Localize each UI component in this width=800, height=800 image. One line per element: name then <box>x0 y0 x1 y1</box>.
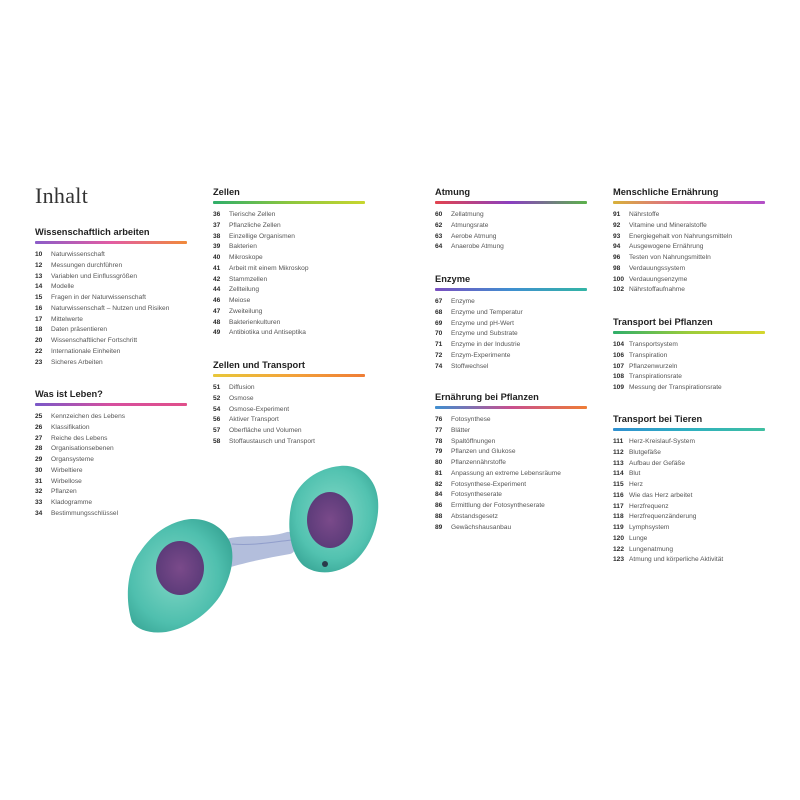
page-number: 25 <box>35 413 43 420</box>
toc-entry[interactable] <box>35 315 187 326</box>
page-number: 117 <box>613 502 624 510</box>
page-number: 56 <box>213 416 221 424</box>
toc-entry[interactable] <box>613 285 765 296</box>
toc-entry[interactable] <box>613 555 765 566</box>
section-color-bar <box>613 201 765 204</box>
page-number: 23 <box>35 358 43 366</box>
entry-label: Bestimmungsschlüssel <box>51 509 119 517</box>
toc-entry[interactable] <box>435 426 587 437</box>
page-number: 13 <box>35 272 43 280</box>
page-number: 62 <box>435 221 443 229</box>
entry-label: Variablen und Einflussgrößen <box>51 272 138 280</box>
page-number: 36 <box>213 211 221 218</box>
entry-label: Naturwissenschaft – Nutzen und Risiken <box>51 304 170 312</box>
section-heading: Menschliche Ernährung <box>613 187 719 197</box>
page-number: 102 <box>613 286 625 294</box>
page-number: 41 <box>213 264 221 272</box>
entry-label: Fotosyntheserate <box>451 491 502 499</box>
section-zellen-und-transport <box>213 359 365 448</box>
entry-label: Pflanzliche Zellen <box>229 221 281 229</box>
toc-entry[interactable] <box>435 297 587 308</box>
entry-label: Organisationsebenen <box>51 445 114 453</box>
entry-label: Transportsystem <box>629 341 678 348</box>
entry-label: Oberfläche und Volumen <box>229 427 302 434</box>
page-number: 109 <box>613 384 625 391</box>
toc-entry[interactable] <box>613 469 765 480</box>
page-number: 78 <box>435 437 443 445</box>
section-color-bar <box>435 288 587 291</box>
page-number: 16 <box>35 304 43 312</box>
entry-label: Wirbeltiere <box>51 466 83 474</box>
entry-label: Arbeit mit einem Mikroskop <box>229 264 309 272</box>
toc-entry[interactable] <box>613 491 765 502</box>
entry-label: Messung der Transpirationsrate <box>629 384 722 391</box>
toc-entry[interactable] <box>213 253 365 264</box>
entry-label: Bakterienkulturen <box>229 318 281 326</box>
page-number: 106 <box>613 351 625 359</box>
page-number: 30 <box>35 466 43 474</box>
entry-label: Klassifikation <box>51 423 90 431</box>
toc-entry[interactable] <box>435 458 587 469</box>
entry-label: Reiche des Lebens <box>51 434 108 442</box>
entry-label: Fotosynthese-Experiment <box>451 480 527 488</box>
page-number: 113 <box>613 459 624 467</box>
toc-entry[interactable] <box>613 362 765 373</box>
entry-label: Gewächshausanbau <box>451 523 512 531</box>
page-number: 12 <box>35 261 43 269</box>
section-heading: Transport bei Tieren <box>613 414 703 424</box>
toc-entry[interactable] <box>435 362 587 373</box>
entry-label: Transpiration <box>629 351 668 359</box>
page-number: 93 <box>613 232 621 240</box>
entry-label: Atmung und körperliche Aktivität <box>629 556 724 564</box>
toc-entry[interactable] <box>613 372 765 383</box>
entry-label: Stoffwechsel <box>451 362 489 370</box>
entry-label: Enzyme und Substrate <box>451 330 518 338</box>
entry-label: Enzyme <box>451 298 475 305</box>
toc-entry[interactable] <box>435 523 587 534</box>
entry-label: Osmose-Experiment <box>229 405 290 413</box>
page-number: 74 <box>435 362 443 370</box>
section-color-bar <box>35 403 187 406</box>
page-number: 79 <box>435 448 443 456</box>
section-transport-tieren <box>613 413 765 566</box>
entry-label: Ausgewogene Ernährung <box>629 243 704 251</box>
page-number: 51 <box>213 384 221 391</box>
toc-entry[interactable] <box>35 358 187 369</box>
section-color-bar <box>613 331 765 334</box>
entry-label: Vitamine und Mineralstoffe <box>629 221 707 229</box>
toc-entry[interactable] <box>435 480 587 491</box>
toc-entry[interactable] <box>213 264 365 275</box>
section-color-bar <box>213 374 365 377</box>
toc-entry[interactable] <box>35 250 187 261</box>
page-number: 37 <box>213 221 221 229</box>
entry-label: Osmose <box>229 394 254 402</box>
page-number: 114 <box>613 470 624 478</box>
toc-entry[interactable] <box>613 437 765 448</box>
toc-entry[interactable] <box>35 412 187 423</box>
page-number: 38 <box>213 232 221 240</box>
entry-label: Einzellige Organismen <box>229 232 295 240</box>
entry-label: Wirbellose <box>51 477 82 485</box>
entry-label: Atmungsrate <box>451 221 489 229</box>
section-transport-pflanzen <box>613 316 765 394</box>
section-color-bar <box>435 406 587 409</box>
toc-entry[interactable] <box>213 275 365 286</box>
entry-label: Lymphsystem <box>629 524 670 531</box>
entry-label: Ermittlung der Fotosyntheserate <box>451 502 545 509</box>
entry-label: Pflanzennährstoffe <box>451 459 506 466</box>
toc-entry[interactable] <box>35 434 187 445</box>
entry-label: Daten präsentieren <box>51 326 108 334</box>
toc-entry[interactable] <box>435 329 587 340</box>
entry-label: Anaerobe Atmung <box>451 243 504 251</box>
page-number: 57 <box>213 427 221 434</box>
toc-entry[interactable] <box>35 282 187 293</box>
section-heading: Atmung <box>435 187 471 197</box>
section-heading: Transport bei Pflanzen <box>613 317 713 327</box>
toc-entry[interactable] <box>35 347 187 358</box>
page-number: 71 <box>435 341 443 348</box>
entry-label: Energiegehalt von Nahrungsmitteln <box>629 232 732 240</box>
entry-label: Organsysteme <box>51 456 94 463</box>
entry-label: Enzyme und pH-Wert <box>451 319 514 327</box>
entry-label: Transpirationsrate <box>629 373 682 381</box>
page-number: 39 <box>213 243 221 251</box>
section-color-bar <box>35 241 187 244</box>
section-ernaehrung-pflanzen <box>435 391 587 533</box>
entry-label: Sicheres Arbeiten <box>51 358 103 366</box>
page-number: 88 <box>435 512 443 520</box>
page-number: 89 <box>435 523 443 531</box>
entry-label: Naturwissenschaft <box>51 251 105 258</box>
page-number: 122 <box>613 545 625 553</box>
entry-label: Enzyme in der Industrie <box>451 341 521 348</box>
toc-entry[interactable] <box>35 304 187 315</box>
page-number: 10 <box>35 251 43 258</box>
page-number: 84 <box>435 491 443 499</box>
toc-entry[interactable] <box>613 232 765 243</box>
entry-label: Pflanzen <box>51 488 77 496</box>
section-wissenschaftlich-arbeiten <box>35 226 187 368</box>
page-number: 107 <box>613 362 625 370</box>
toc-entry[interactable] <box>435 512 587 523</box>
page-number: 82 <box>435 480 443 488</box>
page-number: 27 <box>35 434 43 442</box>
toc-entry[interactable] <box>35 423 187 434</box>
page-number: 91 <box>613 211 621 218</box>
entry-label: Verdauungssystem <box>629 264 686 272</box>
page-number: 77 <box>435 426 443 434</box>
toc-entry[interactable] <box>613 448 765 459</box>
entry-label: Tierische Zellen <box>229 211 276 218</box>
entry-label: Pflanzenwurzeln <box>629 362 678 370</box>
entry-label: Kennzeichen des Lebens <box>51 413 126 420</box>
toc-entry[interactable] <box>213 285 365 296</box>
toc-entry[interactable] <box>435 501 587 512</box>
entry-label: Blätter <box>451 426 471 434</box>
toc-entry[interactable] <box>35 261 187 272</box>
toc-entry[interactable] <box>213 232 365 243</box>
page-number: 48 <box>213 318 221 326</box>
entry-label: Wissenschaftlicher Fortschritt <box>51 337 138 344</box>
toc-entry[interactable] <box>435 308 587 319</box>
page-number: 46 <box>213 297 221 304</box>
page-number: 14 <box>35 283 43 291</box>
entry-label: Pflanzen und Glukose <box>451 448 516 456</box>
toc-entry[interactable] <box>35 325 187 336</box>
entry-label: Fragen in der Naturwissenschaft <box>51 294 146 301</box>
section-heading: Wissenschaftlich arbeiten <box>35 227 150 237</box>
toc-entry[interactable] <box>213 242 365 253</box>
entry-label: Lungenatmung <box>629 545 673 553</box>
entry-label: Blutgefäße <box>629 448 661 456</box>
toc-entry[interactable] <box>435 469 587 480</box>
page-number: 120 <box>613 534 625 542</box>
page-number: 104 <box>613 341 625 348</box>
toc-entry[interactable] <box>613 459 765 470</box>
page-number: 112 <box>613 448 624 456</box>
toc-entry[interactable] <box>435 351 587 362</box>
toc-entry[interactable] <box>213 415 365 426</box>
page-number: 32 <box>35 488 43 496</box>
page-number: 63 <box>435 232 443 240</box>
page-number: 123 <box>613 556 625 564</box>
toc-entry[interactable] <box>35 272 187 283</box>
page-number: 17 <box>35 315 43 323</box>
toc-entry[interactable] <box>613 221 765 232</box>
section-color-bar <box>213 201 365 204</box>
toc-entry[interactable] <box>435 319 587 330</box>
entry-label: Aufbau der Gefäße <box>629 459 686 467</box>
entry-label: Meiose <box>229 297 251 304</box>
toc-entry[interactable] <box>35 444 187 455</box>
entry-label: Nährstoffaufnahme <box>629 286 685 294</box>
entry-label: Spaltöffnungen <box>451 437 496 445</box>
page-number: 92 <box>613 221 621 229</box>
section-color-bar <box>613 428 765 431</box>
page-number: 81 <box>435 469 443 477</box>
toc-entry[interactable] <box>213 221 365 232</box>
entry-label: Aktiver Transport <box>229 416 279 424</box>
page-number: 40 <box>213 254 221 261</box>
toc-entry[interactable] <box>213 307 365 318</box>
entry-label: Abstandsgesetz <box>451 512 498 520</box>
toc-entry[interactable] <box>613 545 765 556</box>
page-title: Inhalt <box>35 183 89 208</box>
page-number: 108 <box>613 373 625 381</box>
entry-label: Kladogramme <box>51 499 93 506</box>
section-heading: Zellen <box>213 187 240 197</box>
toc-entry[interactable] <box>213 426 365 437</box>
page-number: 115 <box>613 481 624 488</box>
entry-label: Enzym-Experimente <box>451 351 511 359</box>
page-number: 69 <box>435 319 443 327</box>
entry-label: Fotosynthese <box>451 416 491 423</box>
dividing-cell-image <box>122 462 380 638</box>
page-number: 94 <box>613 243 621 251</box>
entry-label: Stoffaustausch und Transport <box>229 437 316 445</box>
toc-entry[interactable] <box>613 383 765 394</box>
page-number: 26 <box>35 423 43 431</box>
toc-entry[interactable] <box>435 437 587 448</box>
toc-entry[interactable] <box>613 275 765 286</box>
page-number: 80 <box>435 459 443 466</box>
entry-label: Bakterien <box>229 243 257 251</box>
entry-label: Zellteilung <box>229 286 260 294</box>
entry-label: Herz-Kreislauf-System <box>629 438 695 445</box>
toc-entry[interactable] <box>35 293 187 304</box>
entry-label: Stammzellen <box>229 275 268 283</box>
section-color-bar <box>435 201 587 204</box>
section-heading: Zellen und Transport <box>213 360 305 370</box>
entry-label: Zellatmung <box>451 211 484 218</box>
page-number: 33 <box>35 499 43 506</box>
section-zellen <box>213 186 365 339</box>
entry-label: Diffusion <box>229 384 255 391</box>
toc-entry[interactable] <box>213 437 365 448</box>
page-number: 31 <box>35 477 43 485</box>
toc-entry[interactable] <box>35 336 187 347</box>
toc-entry[interactable] <box>213 296 365 307</box>
page-number: 22 <box>35 347 43 355</box>
toc-entry[interactable] <box>213 210 365 221</box>
toc-entry[interactable] <box>613 210 765 221</box>
toc-entry[interactable] <box>435 221 587 232</box>
page-number: 100 <box>613 275 625 283</box>
page-number: 98 <box>613 264 621 272</box>
entry-label: Internationale Einheiten <box>51 347 121 355</box>
entry-label: Mittelwerte <box>51 315 83 323</box>
entry-label: Aerobe Atmung <box>451 232 497 240</box>
page-number: 70 <box>435 330 443 338</box>
entry-label: Testen von Nahrungsmitteln <box>629 254 711 261</box>
page-number: 119 <box>613 524 624 531</box>
page-number: 34 <box>35 509 43 517</box>
entry-label: Modelle <box>51 283 75 291</box>
page-number: 18 <box>35 326 43 334</box>
section-menschliche-ernaehrung <box>613 186 765 296</box>
entry-label: Nährstoffe <box>629 211 660 218</box>
page-number: 47 <box>213 307 221 315</box>
toc-entry[interactable] <box>613 264 765 275</box>
entry-label: Mikroskope <box>229 254 263 261</box>
page-number: 28 <box>35 445 43 453</box>
toc-entry[interactable] <box>613 242 765 253</box>
page-number: 64 <box>435 243 443 251</box>
entry-label: Zweiteilung <box>229 307 263 315</box>
page-number: 96 <box>613 254 621 261</box>
page-number: 116 <box>613 491 624 499</box>
page-number: 52 <box>213 394 221 402</box>
toc-entry[interactable] <box>613 512 765 523</box>
page-number: 58 <box>213 437 221 445</box>
toc-entry[interactable] <box>435 232 587 243</box>
page-number: 42 <box>213 275 221 283</box>
entry-label: Herz <box>629 481 643 488</box>
section-atmung <box>435 186 587 253</box>
toc-entry[interactable] <box>613 523 765 534</box>
toc-entry[interactable] <box>213 318 365 329</box>
toc-entry[interactable] <box>613 502 765 513</box>
page-number: 29 <box>35 456 43 463</box>
toc-entry[interactable] <box>213 405 365 416</box>
entry-label: Messungen durchführen <box>51 261 123 269</box>
page-number: 44 <box>213 286 221 294</box>
toc-entry[interactable] <box>613 253 765 264</box>
toc-entry[interactable] <box>613 480 765 491</box>
page-number: 20 <box>35 337 43 344</box>
section-enzyme <box>435 273 587 372</box>
entry-label: Wie das Herz arbeitet <box>629 491 693 499</box>
entry-label: Lunge <box>629 534 648 542</box>
entry-label: Antibiotika und Antiseptika <box>229 329 306 337</box>
entry-label: Verdauungsenzyme <box>629 275 688 283</box>
page-number: 118 <box>613 513 624 521</box>
page-number: 15 <box>35 294 43 301</box>
toc-entry[interactable] <box>213 394 365 405</box>
page-number: 67 <box>435 298 443 305</box>
page-number: 86 <box>435 502 443 509</box>
page-number: 76 <box>435 416 443 423</box>
toc-entry[interactable] <box>435 490 587 501</box>
toc-entry[interactable] <box>213 328 365 339</box>
page-number: 49 <box>213 329 221 337</box>
toc-entry[interactable] <box>435 415 587 426</box>
page-number: 68 <box>435 308 443 316</box>
toc-entry[interactable] <box>435 447 587 458</box>
page-number: 60 <box>435 211 443 218</box>
page-number: 72 <box>435 351 443 359</box>
entry-label: Blut <box>629 470 641 478</box>
entry-label: Enzyme und Temperatur <box>451 308 523 316</box>
toc-entry[interactable] <box>435 242 587 253</box>
toc-entry[interactable] <box>213 383 365 394</box>
section-heading: Ernährung bei Pflanzen <box>435 392 539 402</box>
entry-label: Herzfrequenzänderung <box>629 513 697 521</box>
entry-label: Anpassung an extreme Lebensräume <box>451 469 561 477</box>
toc-entry[interactable] <box>613 340 765 351</box>
toc-entry[interactable] <box>613 534 765 545</box>
toc-entry[interactable] <box>435 340 587 351</box>
toc-entry[interactable] <box>613 351 765 362</box>
toc-entry[interactable] <box>435 210 587 221</box>
section-heading: Enzyme <box>435 274 471 284</box>
page-number: 54 <box>213 405 221 413</box>
page-number: 111 <box>613 438 624 445</box>
entry-label: Herzfrequenz <box>629 502 669 510</box>
section-heading: Was ist Leben? <box>35 389 103 399</box>
